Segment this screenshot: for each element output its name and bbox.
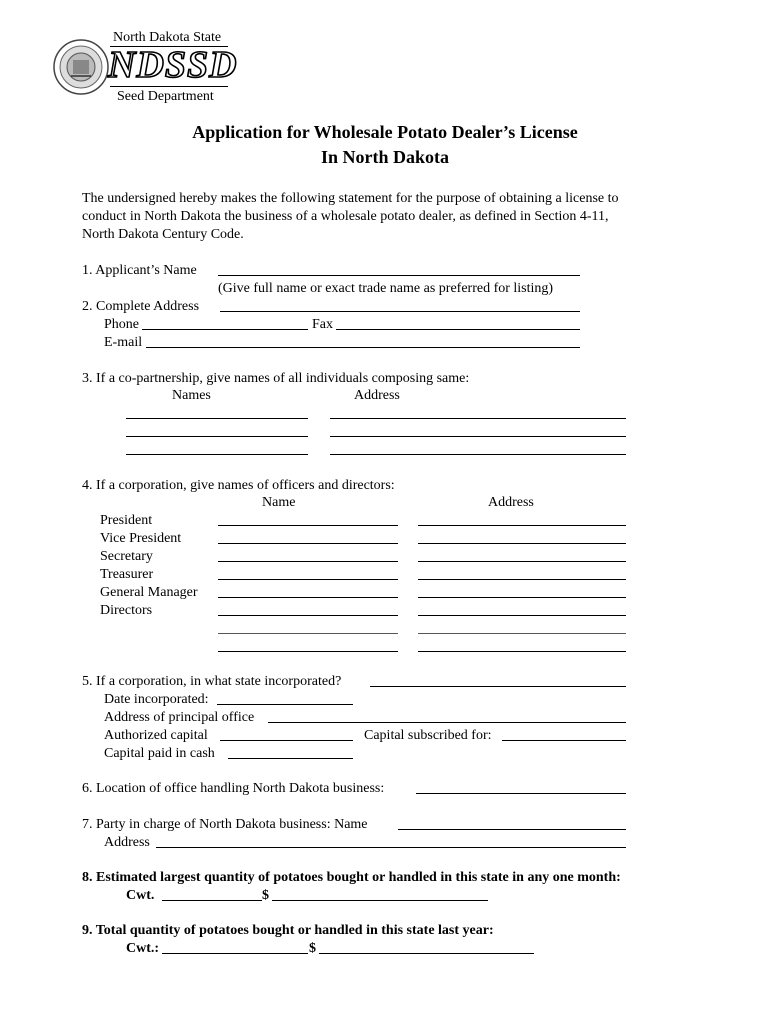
party-in-charge-name-field[interactable]: [398, 829, 626, 830]
partner-address-field[interactable]: [330, 454, 626, 455]
largest-quantity-label: 8. Estimated largest quantity of potatoes bought or handled in this state in any one month:: [82, 870, 621, 885]
phone-field[interactable]: [142, 329, 308, 330]
general-manager-address-field[interactable]: [418, 597, 626, 598]
capital-paid-field[interactable]: [228, 758, 353, 759]
authorized-capital-label: Authorized capital: [104, 728, 208, 743]
intro-line-2: conduct in North Dakota the business of a wholesale potato dealer, as defined in Section 4-11,: [82, 209, 609, 224]
largest-quantity-value-field[interactable]: [272, 900, 488, 901]
partner-name-field[interactable]: [126, 454, 308, 455]
intro-line-3: North Dakota Century Code.: [82, 227, 244, 242]
secretary-name-field[interactable]: [218, 561, 398, 562]
role-directors: Directors: [100, 603, 153, 618]
org-name-bottom: Seed Department: [117, 89, 214, 104]
date-incorporated-field[interactable]: [217, 704, 353, 705]
page-title: Application for Wholesale Potato Dealer’s License: [192, 122, 578, 142]
intro-line-1: The undersigned hereby makes the following statement for the purpose of obtaining a license to: [82, 191, 619, 206]
capital-paid-label: Capital paid in cash: [104, 746, 215, 761]
partner-name-field[interactable]: [126, 436, 308, 437]
treasurer-address-field[interactable]: [418, 579, 626, 580]
capital-subscribed-field[interactable]: [502, 740, 626, 741]
phone-label: Phone: [104, 317, 139, 332]
president-address-field[interactable]: [418, 525, 626, 526]
party-in-charge-label: 7. Party in charge of North Dakota business: Name: [82, 817, 368, 832]
org-name-top: North Dakota State: [113, 30, 222, 45]
general-manager-name-field[interactable]: [218, 597, 398, 598]
office-location-field[interactable]: [416, 793, 626, 794]
total-quantity-value-field[interactable]: [319, 953, 534, 954]
secretary-address-field[interactable]: [418, 561, 626, 562]
director-address-field[interactable]: [418, 615, 626, 616]
partner-name-field[interactable]: [126, 418, 308, 419]
president-name-field[interactable]: [218, 525, 398, 526]
fax-label: Fax: [312, 317, 333, 332]
corporation-officers-label: 4. If a corporation, give names of officers and directors:: [82, 478, 395, 493]
office-location-label: 6. Location of office handling North Dakota business:: [82, 781, 385, 796]
officers-name-header: Name: [262, 495, 296, 510]
copartnership-label: 3. If a co-partnership, give names of all individuals composing same:: [82, 371, 470, 386]
treasurer-name-field[interactable]: [218, 579, 398, 580]
copartnership-address-header: Address: [354, 388, 400, 403]
total-quantity-cwt-label: Cwt.:: [126, 941, 160, 956]
date-incorporated-label: Date incorporated:: [104, 692, 209, 707]
largest-quantity-dollar-sign: $: [262, 888, 269, 903]
director-name-field[interactable]: [218, 651, 398, 652]
role-president: President: [100, 513, 153, 528]
officers-address-header: Address: [488, 495, 534, 510]
complete-address-label: 2. Complete Address: [82, 299, 200, 314]
director-name-field[interactable]: [218, 633, 398, 634]
email-field[interactable]: [146, 347, 580, 348]
total-quantity-cwt-field[interactable]: [162, 953, 308, 954]
party-address-field[interactable]: [156, 847, 626, 848]
incorporation-state-label: 5. If a corporation, in what state incorporated?: [82, 674, 342, 689]
incorporation-state-field[interactable]: [370, 686, 626, 687]
party-address-label: Address: [104, 835, 150, 850]
role-vice-president: Vice President: [100, 531, 182, 546]
complete-address-field[interactable]: [220, 311, 580, 312]
partner-address-field[interactable]: [330, 418, 626, 419]
director-address-field[interactable]: [418, 651, 626, 652]
role-general-manager: General Manager: [100, 585, 198, 600]
fax-field[interactable]: [336, 329, 580, 330]
principal-office-label: Address of principal office: [104, 710, 255, 725]
capital-subscribed-label: Capital subscribed for:: [364, 728, 492, 743]
vice-president-address-field[interactable]: [418, 543, 626, 544]
applicant-name-hint: (Give full name or exact trade name as preferred for listing): [218, 281, 554, 296]
largest-quantity-cwt-field[interactable]: [162, 900, 262, 901]
org-abbrev: NDSSD: [108, 44, 238, 86]
total-quantity-dollar-sign: $: [309, 941, 316, 956]
authorized-capital-field[interactable]: [220, 740, 353, 741]
email-label: E-mail: [104, 335, 143, 350]
director-name-field[interactable]: [218, 615, 398, 616]
role-treasurer: Treasurer: [100, 567, 154, 582]
copartnership-names-header: Names: [172, 388, 211, 403]
largest-quantity-cwt-label: Cwt.: [126, 888, 155, 903]
partner-address-field[interactable]: [330, 436, 626, 437]
total-quantity-label: 9. Total quantity of potatoes bought or handled in this state last year:: [82, 923, 494, 938]
state-seal-icon: [52, 38, 110, 96]
vice-president-name-field[interactable]: [218, 543, 398, 544]
logo-rule-bottom: [110, 86, 228, 87]
page-subtitle: In North Dakota: [320, 147, 449, 167]
director-address-field[interactable]: [418, 633, 626, 634]
principal-office-field[interactable]: [268, 722, 626, 723]
role-secretary: Secretary: [100, 549, 153, 564]
applicant-name-field[interactable]: [218, 275, 580, 276]
applicant-name-label: 1. Applicant’s Name: [82, 263, 197, 278]
